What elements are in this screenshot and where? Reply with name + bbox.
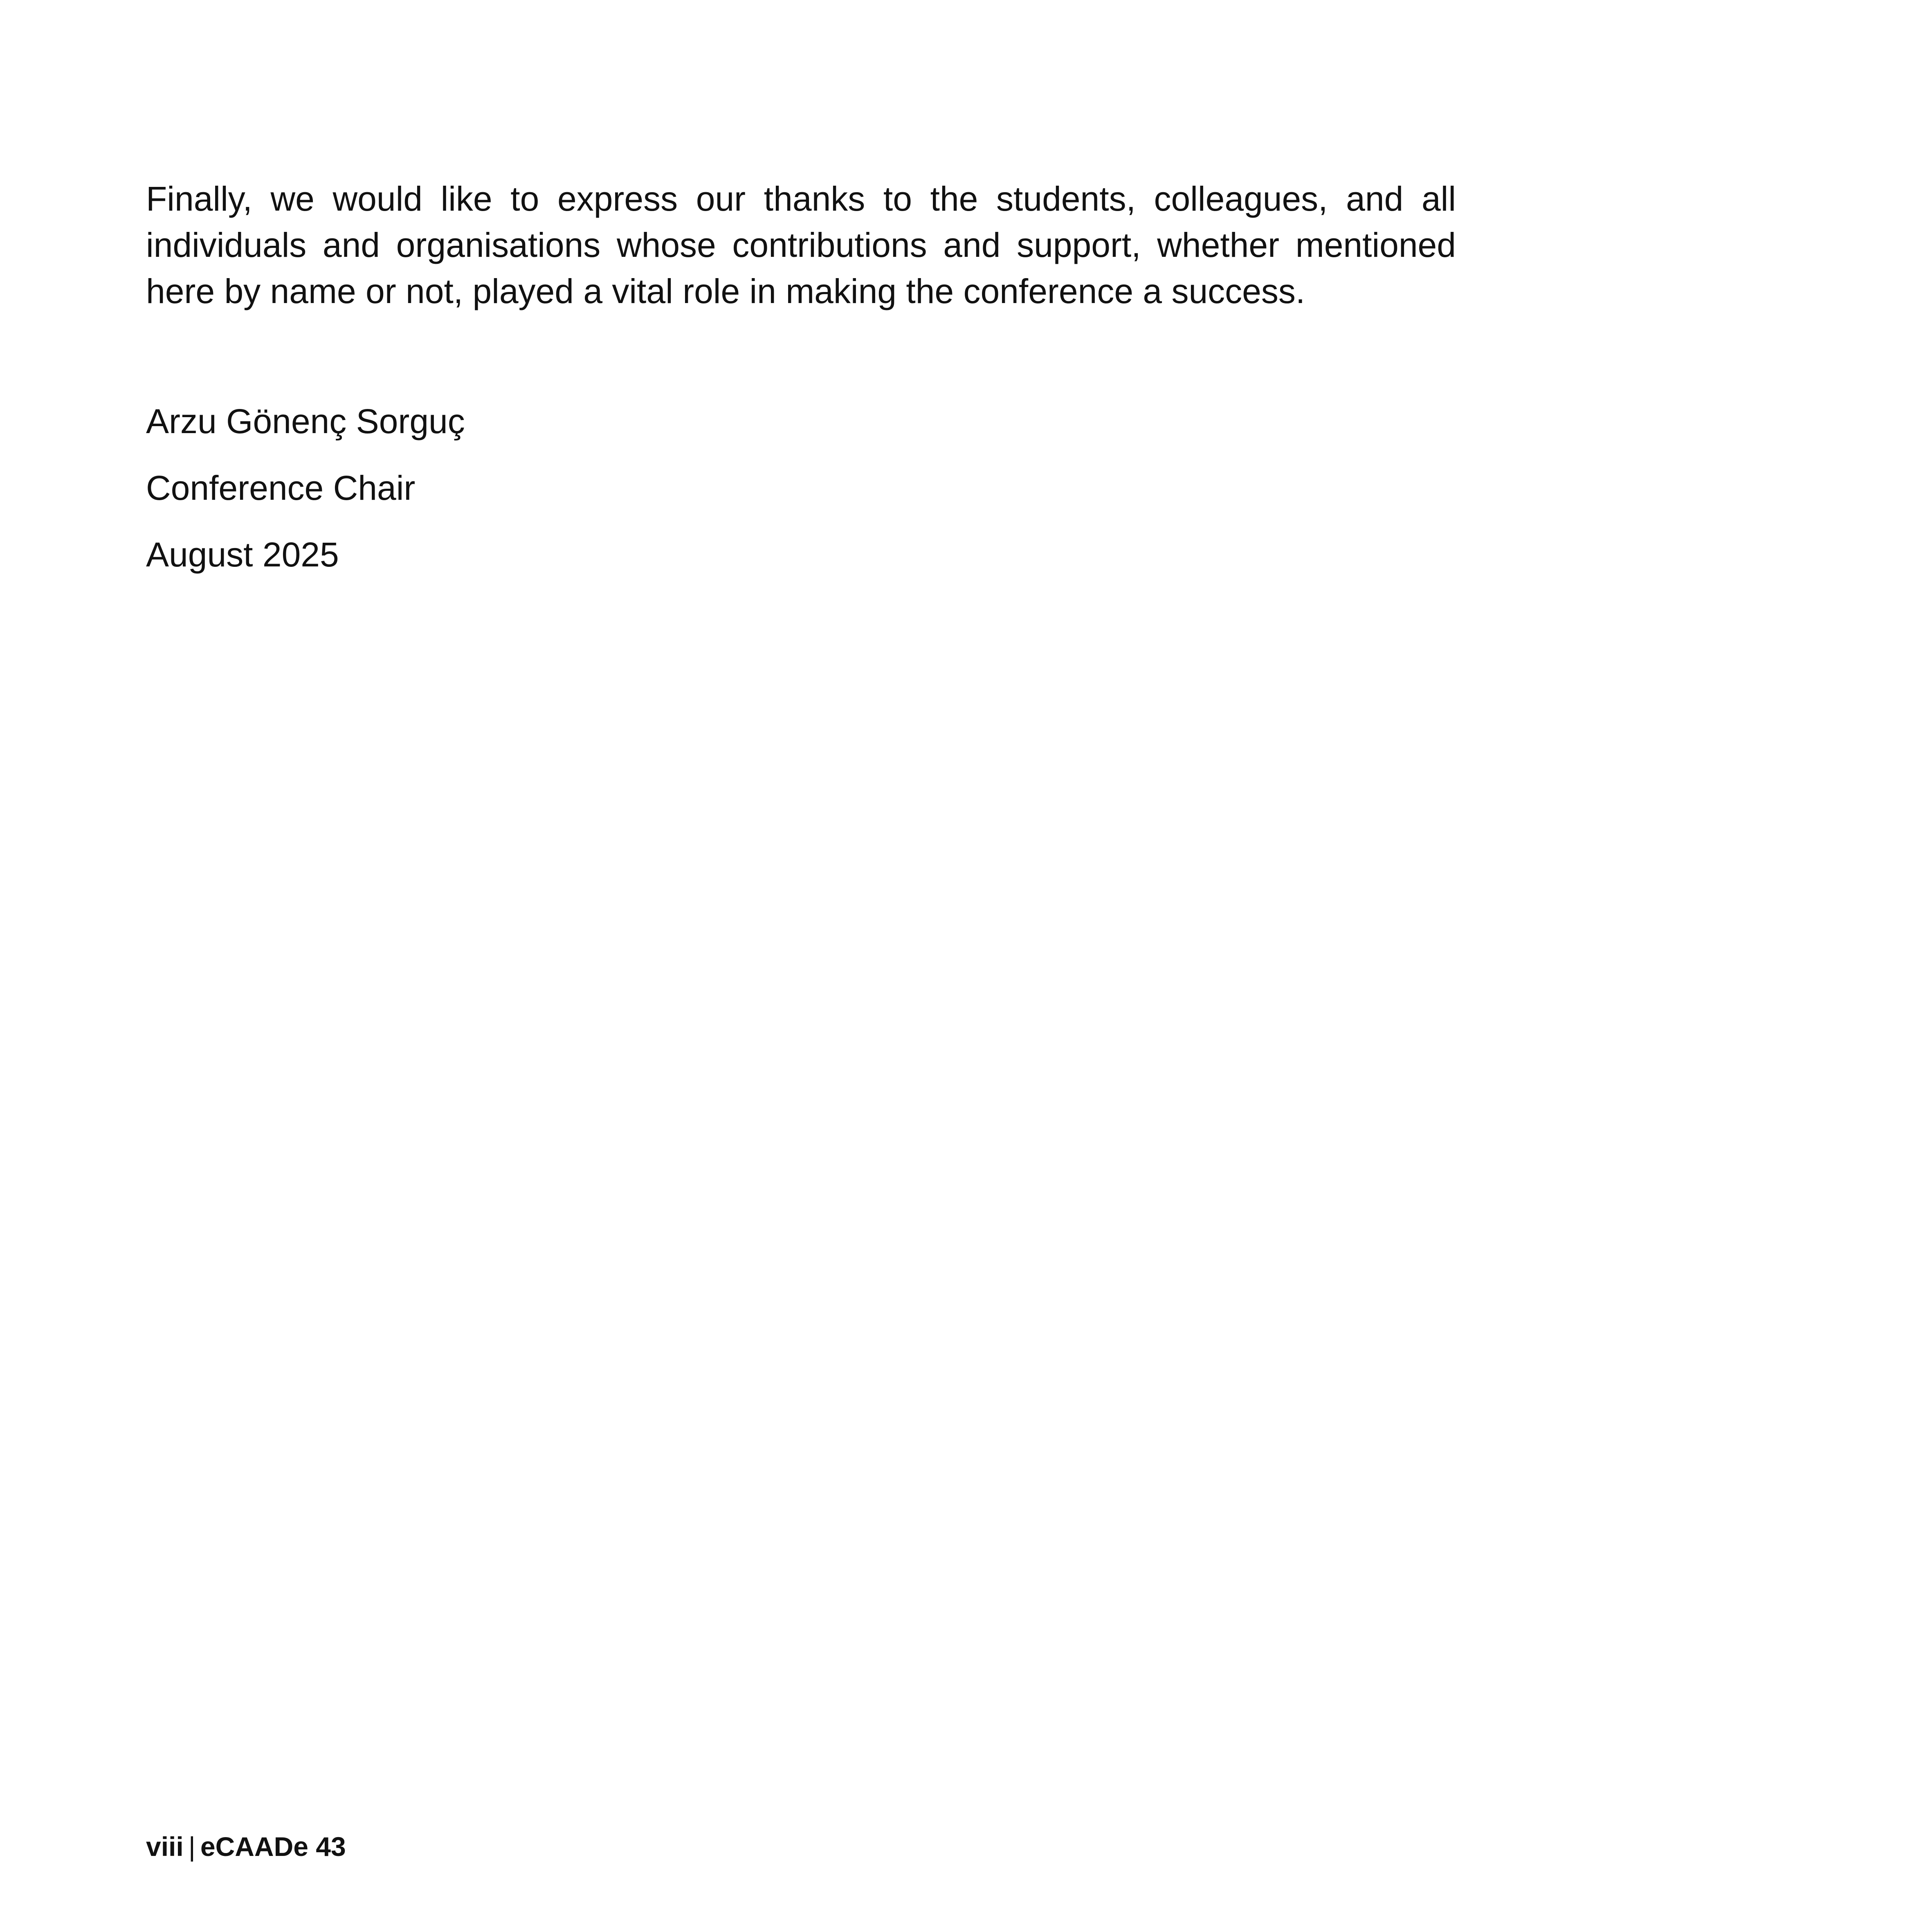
footer-separator: | [188, 1831, 195, 1862]
page-number: viii [146, 1831, 184, 1862]
signature-name: Arzu Gönenç Sorguç [146, 402, 465, 440]
page-content [146, 176, 1456, 598]
signature-date: August 2025 [146, 535, 339, 574]
publication-name: eCAADe 43 [200, 1831, 346, 1862]
acknowledgement-paragraph: Finally, we would like to express our thanks to the students, colleagues, and all individuals and organisations whose contributions and support, whether mentioned here by name or not, played a vital role in making the conference a success. [146, 180, 1456, 310]
signature-role: Conference Chair [146, 469, 416, 507]
page-footer [146, 1828, 346, 1865]
signature-block [146, 398, 1456, 578]
